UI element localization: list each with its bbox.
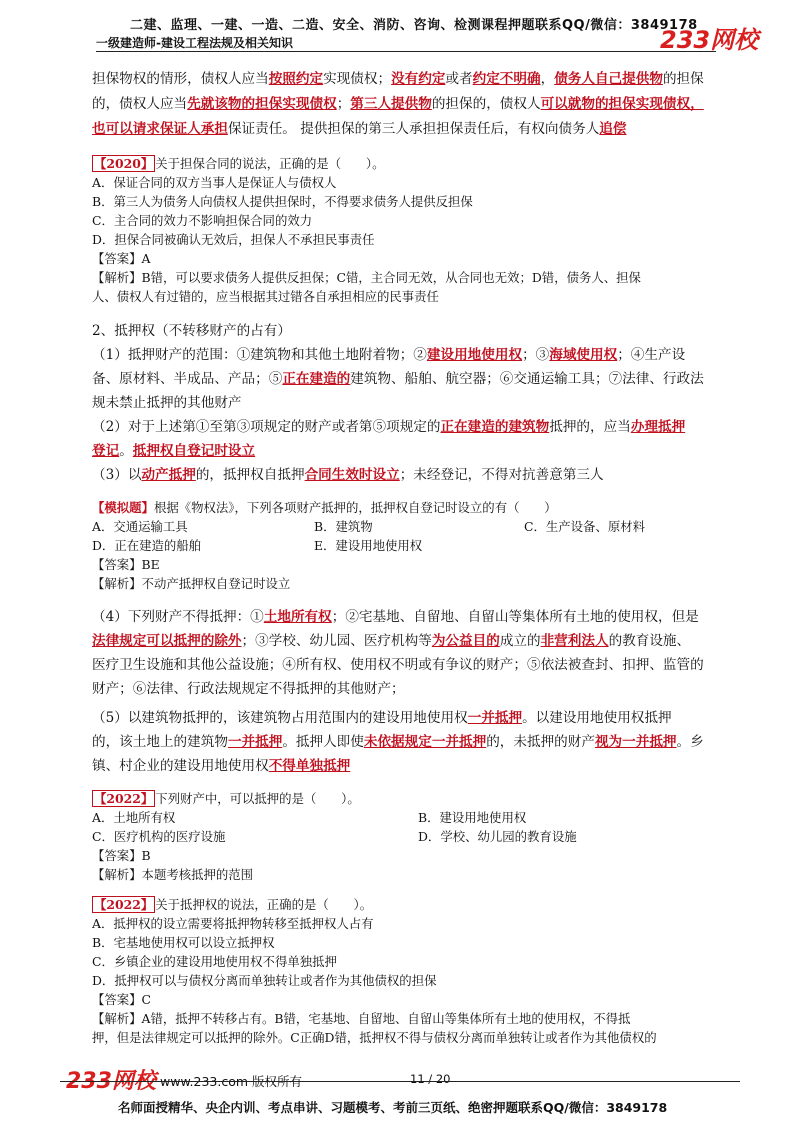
text: 。乡	[676, 734, 704, 750]
text: 抵押的，应当	[549, 419, 631, 435]
highlight: 抵押权自登记时设立	[132, 443, 256, 459]
para-line: 规未禁止抵押的其他财产	[92, 395, 242, 411]
highlight: 办理抵押	[630, 419, 686, 435]
analysis: 【解析】不动产抵押权自登记时设立	[92, 576, 291, 591]
analysis: 人、债权人有过错的，应当根据其过错各自承担相应的民事责任	[92, 289, 439, 304]
answer: 【答案】A	[92, 251, 151, 266]
text: 镇、村企业的建设用地使用权	[92, 758, 269, 774]
para-line	[92, 709, 732, 727]
text: 。以建设用地使用权抵押	[522, 710, 672, 726]
text: ；④生产设	[617, 347, 686, 363]
question-tag: 【2022】	[94, 791, 154, 806]
analysis: 【解析】本题考核抵押的范围	[92, 867, 254, 882]
page-number: 11 / 20	[410, 1072, 451, 1086]
question-tag: 【2020】	[94, 156, 154, 171]
highlight: 一并抵押	[227, 734, 283, 750]
header-contact: 二建、监理、一建、一造、二造、安全、消防、咨询、检测课程押题联系QQ/微信：3849178	[130, 18, 698, 33]
option-c: C．乡镇企业的建设用地使用权不得单独抵押	[92, 954, 337, 969]
analysis: 【解析】A错，抵押不转移占有。B错，宅基地、自留地、自留山等集体所有土地的使用权，不得抵	[92, 1011, 631, 1026]
highlight: 海域使用权	[549, 347, 618, 363]
para-line	[92, 442, 732, 460]
highlight: 债务人自己提供物	[554, 71, 663, 87]
text: 。	[119, 443, 133, 459]
text: 或者	[445, 71, 473, 87]
text: 。抵押人即使	[282, 734, 364, 750]
option-d: D．学校、幼儿园的教育设施	[418, 829, 577, 844]
highlight: 追偿	[599, 121, 627, 137]
para-line: 财产；⑥法律、行政法规规定不得抵押的其他财产；	[92, 681, 405, 697]
text: （5）以建筑物抵押的，该建筑物占用范围内的建设用地使用权	[92, 710, 468, 726]
text: 保证责任。 提供担保的第三人承担担保责任后，有权向债务人	[227, 121, 600, 137]
brand-logo: 233网校	[660, 26, 759, 54]
highlight: 可以就物的担保实现债权，	[540, 96, 704, 112]
text: 担保物权的情形，债权人应当	[92, 71, 269, 87]
text: 的教育设施、	[608, 633, 691, 649]
text: ；未经登记，不得对抗善意第三人	[399, 467, 604, 483]
text: 的，该土地上的建筑物	[92, 734, 228, 750]
analysis: 【解析】B错，可以要求债务人提供反担保；C错，主合同无效，从合同也无效；D错，债务人、担保	[92, 270, 641, 285]
para-line	[92, 95, 732, 113]
text: 成立的	[499, 633, 541, 649]
highlight: 合同生效时设立	[304, 467, 400, 483]
highlight: 为公益目的	[431, 633, 500, 649]
text: ，	[540, 71, 555, 87]
option-e: E．建设用地使用权	[314, 538, 423, 553]
highlight: 没有约定	[391, 71, 446, 87]
option-b: B．宅基地使用权可以设立抵押权	[92, 935, 275, 950]
text: 的，抵押权自抵押	[195, 467, 305, 483]
highlight: 视为一并抵押	[594, 734, 677, 750]
para-line	[92, 346, 732, 364]
highlight: 非营利法人	[540, 633, 609, 649]
question-tag: 【模拟题】	[92, 500, 154, 515]
highlight: 登记	[92, 443, 120, 459]
para-line	[92, 418, 732, 436]
text: 建筑物、船舶、航空器；⑥交通运输工具；⑦法律、行政法	[350, 371, 704, 387]
text: 下列财产中，可以抵押的是（ ）。	[155, 791, 360, 806]
para-line	[92, 120, 732, 138]
highlight: 正在建造的建筑物	[440, 419, 550, 435]
footer-divider	[60, 1081, 740, 1082]
option-d: D．担保合同被确认无效后，担保人不承担民事责任	[92, 232, 375, 247]
footer-contact: 名师面授精华、央企内训、考点串讲、习题模考、考前三页纸、绝密押题联系QQ/微信：3849178	[118, 1100, 668, 1115]
text: 的，未抵押的财产	[486, 734, 595, 750]
text: ；	[336, 96, 351, 112]
para-line	[92, 757, 732, 775]
para-line	[92, 466, 732, 484]
footer-logo: 233网校	[66, 1069, 156, 1094]
highlight: 不得单独抵押	[268, 758, 351, 774]
answer: 【答案】C	[92, 992, 152, 1007]
question-tag: 【2022】	[94, 897, 154, 912]
para-line	[92, 608, 732, 626]
answer: 【答案】B	[92, 848, 151, 863]
highlight: 未依据规定一并抵押	[363, 734, 487, 750]
para-line	[92, 733, 732, 751]
text: 的，债权人应当	[92, 96, 188, 112]
option-a: A．交通运输工具	[92, 519, 188, 534]
answer: 【答案】BE	[92, 557, 160, 572]
para-line	[92, 370, 732, 388]
analysis: 押，但是法律规定可以抵押的除外。C正确D错，抵押权不得与债权分离而单独转让或者作为其他债权的	[92, 1030, 657, 1045]
header-subject: 一级建造师-建设工程法规及相关知识	[96, 36, 293, 50]
text: 实现债权；	[323, 71, 392, 87]
question-stem	[92, 499, 732, 516]
text: ；③	[522, 347, 550, 363]
option-c: C．生产设备、原材料	[524, 519, 645, 534]
text: （3）以	[92, 467, 142, 483]
text: （4）下列财产不得抵押：①	[92, 609, 264, 625]
highlight: 动产抵押	[141, 467, 196, 483]
text: 备、原材料、半成品、产品；⑤	[92, 371, 283, 387]
highlight: 建设用地使用权	[426, 347, 523, 363]
para-line: 医疗卫生设施和其他公益设施；④所有权、使用权不明或有争议的财产；⑤依法被查封、扣押、监管的	[92, 657, 704, 673]
text: 关于抵押权的说法，正确的是（ ）。	[155, 897, 373, 912]
text: （2）对于上述第①至第③项规定的财产或者第⑤项规定的	[92, 419, 441, 435]
option-d: D．正在建造的船舶	[92, 538, 202, 553]
text: ；②宅基地、自留地、自留山等集体所有土地的使用权，但是	[331, 609, 699, 625]
question-stem	[92, 896, 732, 913]
highlight: 一并抵押	[467, 710, 523, 726]
highlight: 约定不明确	[472, 71, 541, 87]
option-a: A．土地所有权	[92, 810, 176, 825]
text: 的担保的，债权人	[431, 96, 541, 112]
text: 根据《物权法》，下列各项财产抵押的，抵押权自登记时设立的有（ ）	[153, 500, 557, 515]
text: 关于担保合同的说法，正确的是（ ）。	[155, 156, 385, 171]
section-title: 2、抵押权（不转移财产的占有）	[92, 323, 291, 339]
option-c: C．医疗机构的医疗设施	[92, 829, 226, 844]
highlight: 正在建造的	[282, 371, 351, 387]
text: （1）抵押财产的范围：①建筑物和其他土地附着物；②	[92, 347, 427, 363]
para-line	[92, 70, 732, 88]
para-line	[92, 632, 732, 650]
highlight: 第三人提供物	[350, 96, 432, 112]
highlight: 按照约定	[268, 71, 324, 87]
highlight: 也可以请求保证人承担	[92, 121, 228, 137]
option-b: B．建设用地使用权	[418, 810, 527, 825]
option-b: B．建筑物	[314, 519, 373, 534]
option-a: A．抵押权的设立需要将抵押物转移至抵押权人占有	[92, 916, 374, 931]
text: 的担保	[662, 71, 704, 87]
header-divider	[96, 51, 716, 52]
option-c: C．主合同的效力不影响担保合同的效力	[92, 213, 313, 228]
footer-copyright: www.233.com 版权所有	[160, 1074, 302, 1089]
highlight: 土地所有权	[263, 609, 332, 625]
option-a: A．保证合同的双方当事人是保证人与债权人	[92, 175, 337, 190]
option-b: B．第三人为债务人向债权人提供担保时，不得要求债务人提供反担保	[92, 194, 473, 209]
highlight: 法律规定可以抵押的除外	[92, 633, 242, 649]
highlight: 先就该物的担保实现债权	[187, 96, 337, 112]
question-stem	[92, 790, 732, 807]
question-stem	[92, 155, 732, 172]
text: ；③学校、幼儿园、医疗机构等	[241, 633, 432, 649]
option-d: D．抵押权可以与债权分离而单独转让或者作为其他债权的担保	[92, 973, 437, 988]
